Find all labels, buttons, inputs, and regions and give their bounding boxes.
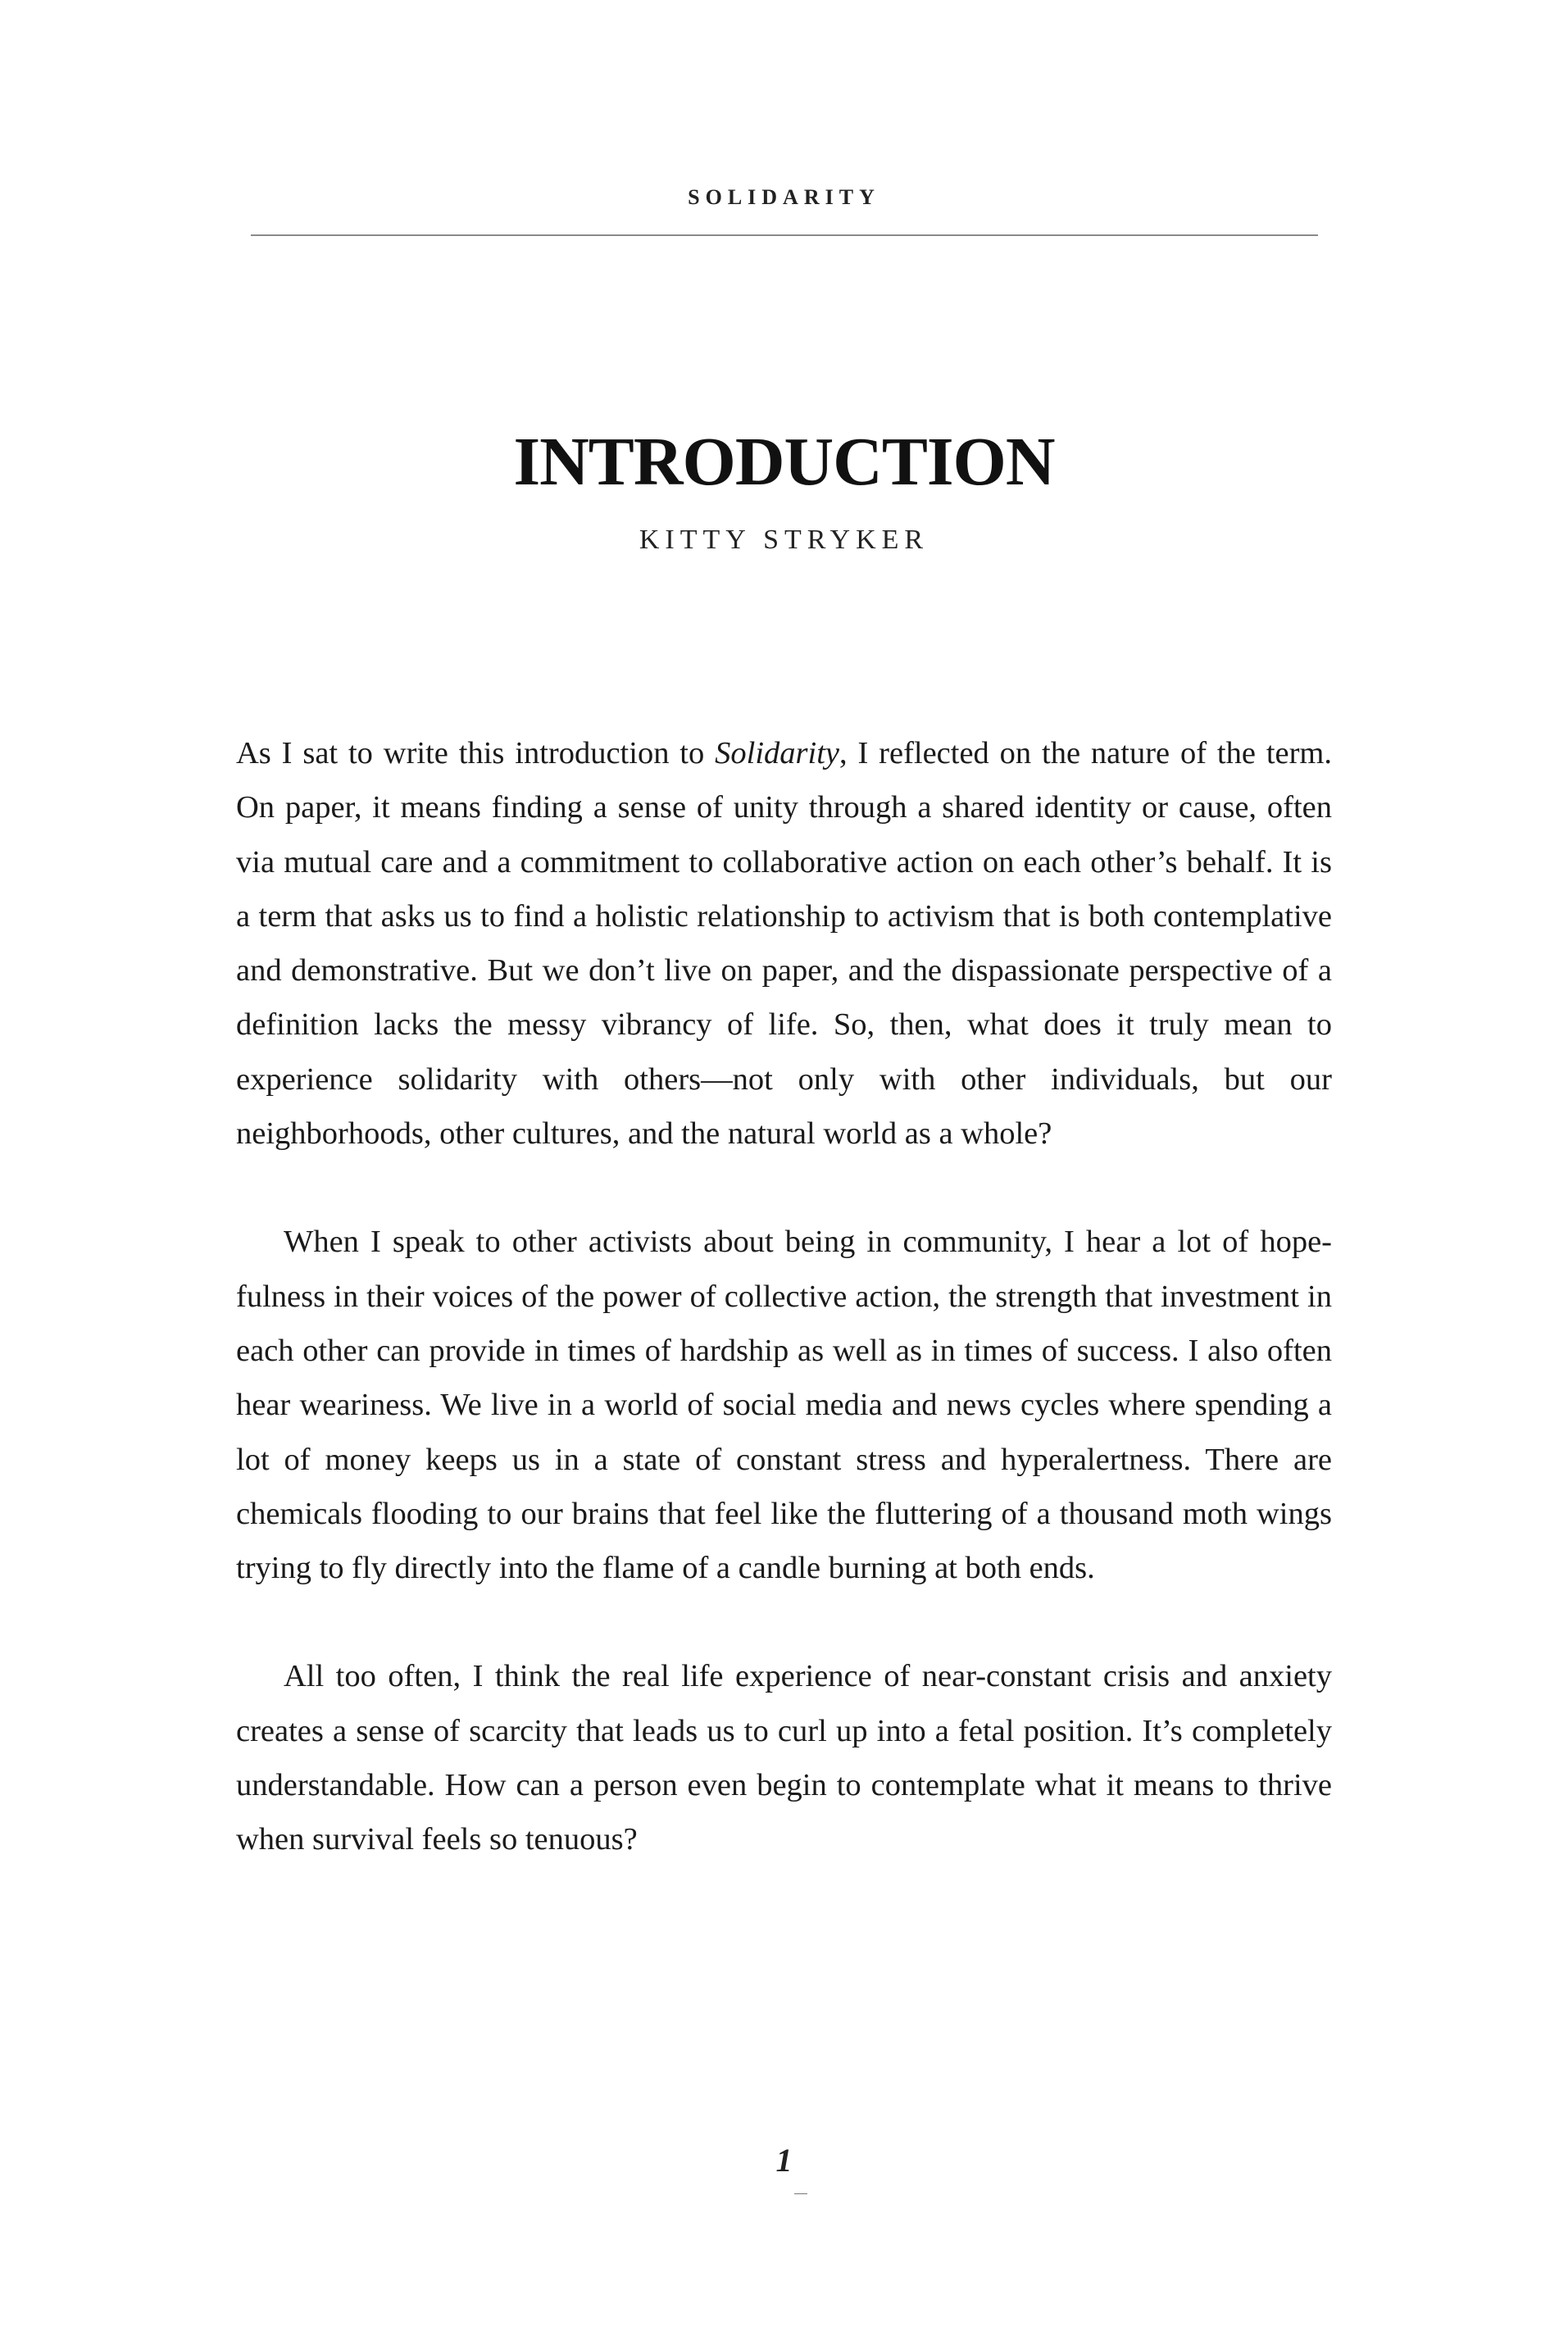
paragraph-1-rest: , I reflected on the nature of the term. On paper, it means finding a sense of unity through a shared identity or cause, often via mutual care and a commitment to collaborative action on each other’s behalf. It is a term that asks us to find a holistic relationship to activism that is both contemplative and demonstrative. But we don’t live on paper, and the dispassionate perspective of a definition lacks the messy vibrancy of life. So, then, what does it truly mean to experience solidarity with others—not only with other individuals, but our neighborhoods, other cultures, and the natural world as a whole?: [236, 736, 1332, 1152]
paragraph-1: [236, 726, 1332, 1161]
paragraph-2: When I speak to other activists about being in community, I hear a lot of hope-fulness in their voices of the power of collective action, the strength that investment in each other can provide in times of hardship as well as in times of success. I also often hear weariness. We live in a world of social media and news cycles where spending a lot of money keeps us in a state of constant stress and hyperalertness. There are chemicals flooding to our brains that feel like the fluttering of a thousand moth wings trying to fly directly into the flame of a candle burning at both ends.: [236, 1225, 1332, 1586]
page-number-rule: [794, 2193, 807, 2194]
paragraph-3: All too often, I think the real life experience of near-constant crisis and anxiety creates a sense of scarcity that leads us to curl up into a fetal position. It’s completely understandable. How can a person even begin to contemplate what it means to thrive when survival feels so tenuous?: [236, 1659, 1332, 1857]
chapter-author: KITTY STRYKER: [639, 525, 929, 555]
book-title-italic: Solidarity: [715, 736, 839, 770]
header-rule: [251, 234, 1318, 236]
body-text: [236, 726, 1332, 1867]
running-head: SOLIDARITY: [688, 185, 880, 209]
chapter-title: INTRODUCTION: [513, 424, 1055, 500]
paragraph-1-lead: As I sat to write this introduction to: [236, 736, 716, 770]
page-number: 1: [775, 2142, 793, 2179]
